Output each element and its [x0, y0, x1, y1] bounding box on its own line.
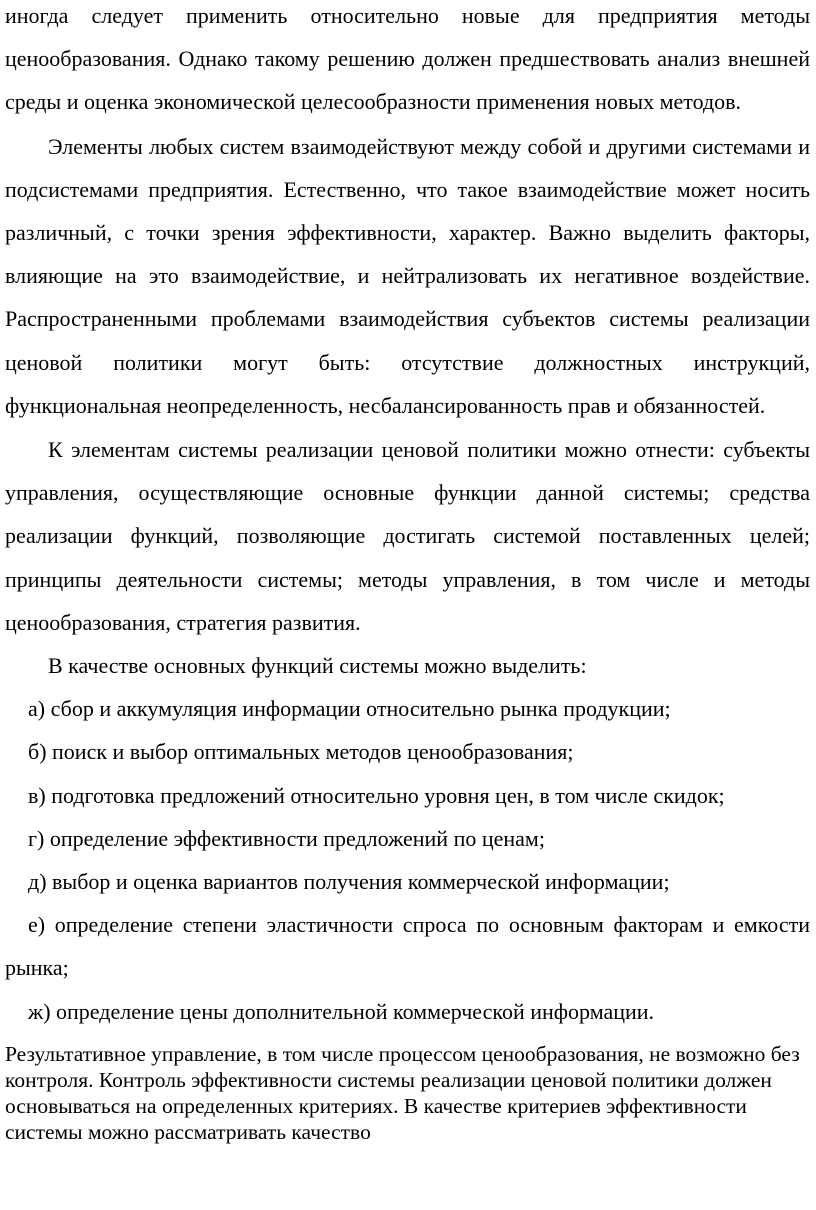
main-text-block: [5, 0, 810, 1033]
list-item: в) подготовка предложений относительно уровня цен, в том числе скидок;: [28, 782, 725, 808]
interaction-paragraph: Элементы любых систем взаимодействуют между собой и другими системами и подсистемами предприятия. Естественно, что такое взаимодействие может носить различный, с точки зрения эффективности, характер. Важно выделить факторы, влияющие на это взаимодействие, и нейтрализовать их негативное воздействие. Распространенными проблемами взаимодействия субъектов системы реализации ценовой политики могут быть: отсутствие должностных инструкций, функциональная неопределенность, несбалансированность прав и обязанностей.: [5, 133, 810, 418]
closing-paragraph: Результативное управление, в том числе процессом ценообразования, не возможно без контроля. Контроль эффективности системы реализации ценовой политики должен основываться на определенных критериях. В качестве критериев эффективности системы можно рассматривать качество: [5, 1041, 800, 1144]
list-item: г) определение эффективности предложений по ценам;: [28, 825, 545, 851]
list-item: ж) определение цены дополнительной коммерческой информации.: [28, 998, 655, 1024]
list-item: б) поиск и выбор оптимальных методов ценообразования;: [28, 739, 574, 765]
elements-paragraph: К элементам системы реализации ценовой политики можно отнести: субъекты управления, осуществляющие основные функции данной системы; средства реализации функций, позволяющие достигать системой поставленных целей; принципы деятельности системы; методы управления, в том числе и методы ценообразования, стратегия развития.: [5, 437, 810, 635]
list-item: а) сбор и аккумуляция информации относительно рынка продукции;: [28, 696, 671, 722]
list-intro: В качестве основных функций системы можно выделить:: [48, 653, 587, 679]
functions-list: [5, 687, 810, 1033]
continuation-paragraph: иногда следует применить относительно новые для предприятия методы ценообразования. Однако такому решению должен предшествовать анализ внешней среды и оценка экономической целесообразности применения новых методов.: [5, 3, 810, 115]
list-item: д) выбор и оценка вариантов получения коммерческой информации;: [28, 869, 670, 895]
list-item: е) определение степени эластичности спроса по основным факторам и емкости рынка;: [5, 912, 810, 981]
